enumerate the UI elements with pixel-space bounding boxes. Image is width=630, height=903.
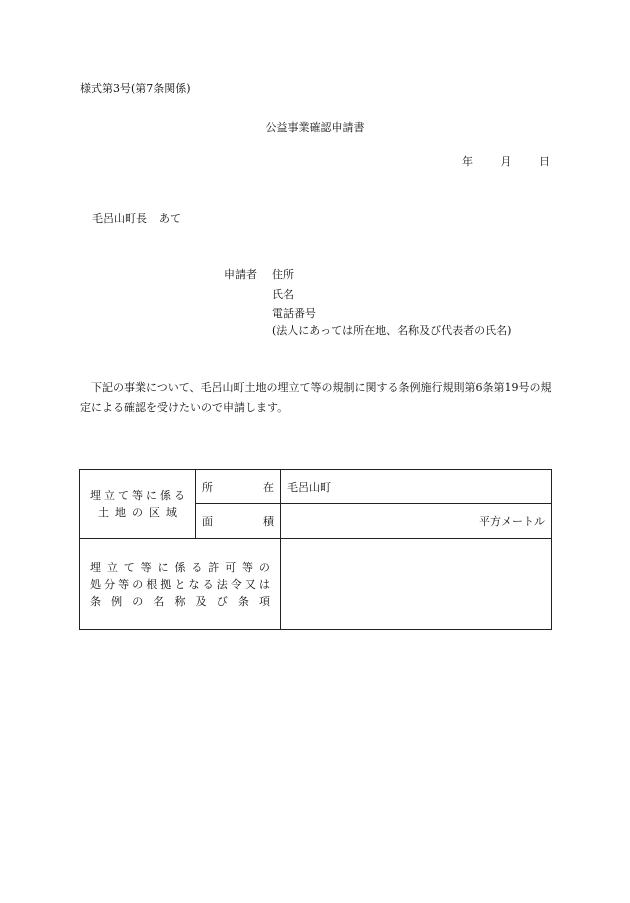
label-char: 所 [202, 480, 213, 494]
date-day: 日 [539, 155, 550, 168]
label-char: の [132, 506, 143, 519]
label-char: 等 [140, 560, 152, 574]
date-year: 年 [462, 155, 473, 168]
label-char: 条 [237, 594, 249, 608]
area-size-label-cell [196, 504, 281, 539]
label-char: る [191, 560, 203, 574]
application-table [79, 469, 552, 630]
label-char: 根 [146, 577, 158, 591]
label-char: 分 [104, 577, 116, 591]
label-char: 称 [174, 594, 186, 608]
area-label-cell [80, 470, 196, 539]
label-char: 区 [149, 506, 160, 519]
document-title: 公益事業確認申請書 [265, 121, 365, 134]
label-char: 立 [106, 560, 118, 574]
label-char: 立 [104, 489, 115, 502]
label-char: 域 [166, 506, 177, 519]
label-char: て [118, 489, 129, 502]
applicant-note: (法人にあっては所在地、名称及び代表者の氏名) [272, 324, 512, 337]
label-char: 地 [115, 506, 126, 519]
label-char: び [216, 594, 228, 608]
addressee-suffix: あて [159, 212, 181, 225]
label-char: る [174, 489, 185, 502]
label-char: 可 [225, 560, 237, 574]
location-value-cell [281, 470, 552, 504]
label-char: 等 [242, 560, 254, 574]
request-body: 下記の事業について、毛呂山町土地の埋立て等の規制に関する条例施行規則第6条第19号の規定による確認を受けたいので申請します。 [80, 381, 552, 414]
location-label-cell [196, 470, 281, 504]
label-char: 又 [244, 577, 256, 591]
label-char: て [123, 560, 135, 574]
date-line [438, 155, 550, 169]
label-char: に [146, 489, 157, 502]
label-char: の [132, 577, 144, 591]
label-char: 係 [174, 560, 186, 574]
law-label-line3 [80, 593, 280, 610]
law-label-cell [80, 539, 281, 630]
applicant-label: 申請者 [224, 268, 257, 281]
label-char: る [202, 577, 214, 591]
location-value: 毛呂山町 [287, 480, 331, 494]
label-char: 面 [202, 515, 213, 528]
area-size-unit: 平方メートル [479, 515, 545, 528]
label-char: 係 [160, 489, 171, 502]
label-char: 法 [216, 577, 228, 591]
label-char: 項 [259, 594, 270, 608]
label-char: 許 [208, 560, 220, 574]
label-char: に [157, 560, 169, 574]
label-char: な [188, 577, 200, 591]
label-char: は [258, 577, 270, 591]
area-label-line2 [80, 504, 195, 521]
area-size-label [196, 513, 280, 529]
law-label-line2 [80, 576, 280, 593]
law-label-line1 [80, 559, 280, 576]
label-char: 積 [263, 515, 274, 528]
label-char: 名 [153, 594, 165, 608]
addressee-name: 毛呂山町長 [92, 212, 147, 225]
label-char: 等 [132, 489, 143, 502]
label-char: と [174, 577, 186, 591]
date-month: 月 [500, 155, 512, 168]
form-number: 様式第3号(第7条関係) [80, 82, 191, 95]
label-char: 及 [195, 594, 207, 608]
area-label-line1 [80, 487, 195, 504]
label-char: 埋 [90, 489, 101, 502]
label-char: 令 [230, 577, 242, 591]
label-char: 処 [90, 577, 101, 591]
applicant-name-label: 氏名 [272, 288, 294, 301]
applicant-address-label: 住所 [272, 268, 294, 281]
label-char: 土 [98, 506, 109, 519]
law-value-cell [281, 539, 552, 630]
applicant-phone-label: 電話番号 [272, 307, 316, 320]
label-char: 条 [90, 594, 101, 608]
label-char: 例 [111, 594, 123, 608]
label-char: の [132, 594, 144, 608]
label-char: の [258, 560, 270, 574]
area-size-value-cell [281, 504, 552, 539]
location-label [196, 479, 280, 495]
label-char: 等 [118, 577, 130, 591]
label-char: 拠 [160, 577, 172, 591]
label-char: 埋 [90, 560, 101, 574]
addressee [92, 212, 181, 226]
label-char: 在 [263, 480, 274, 494]
